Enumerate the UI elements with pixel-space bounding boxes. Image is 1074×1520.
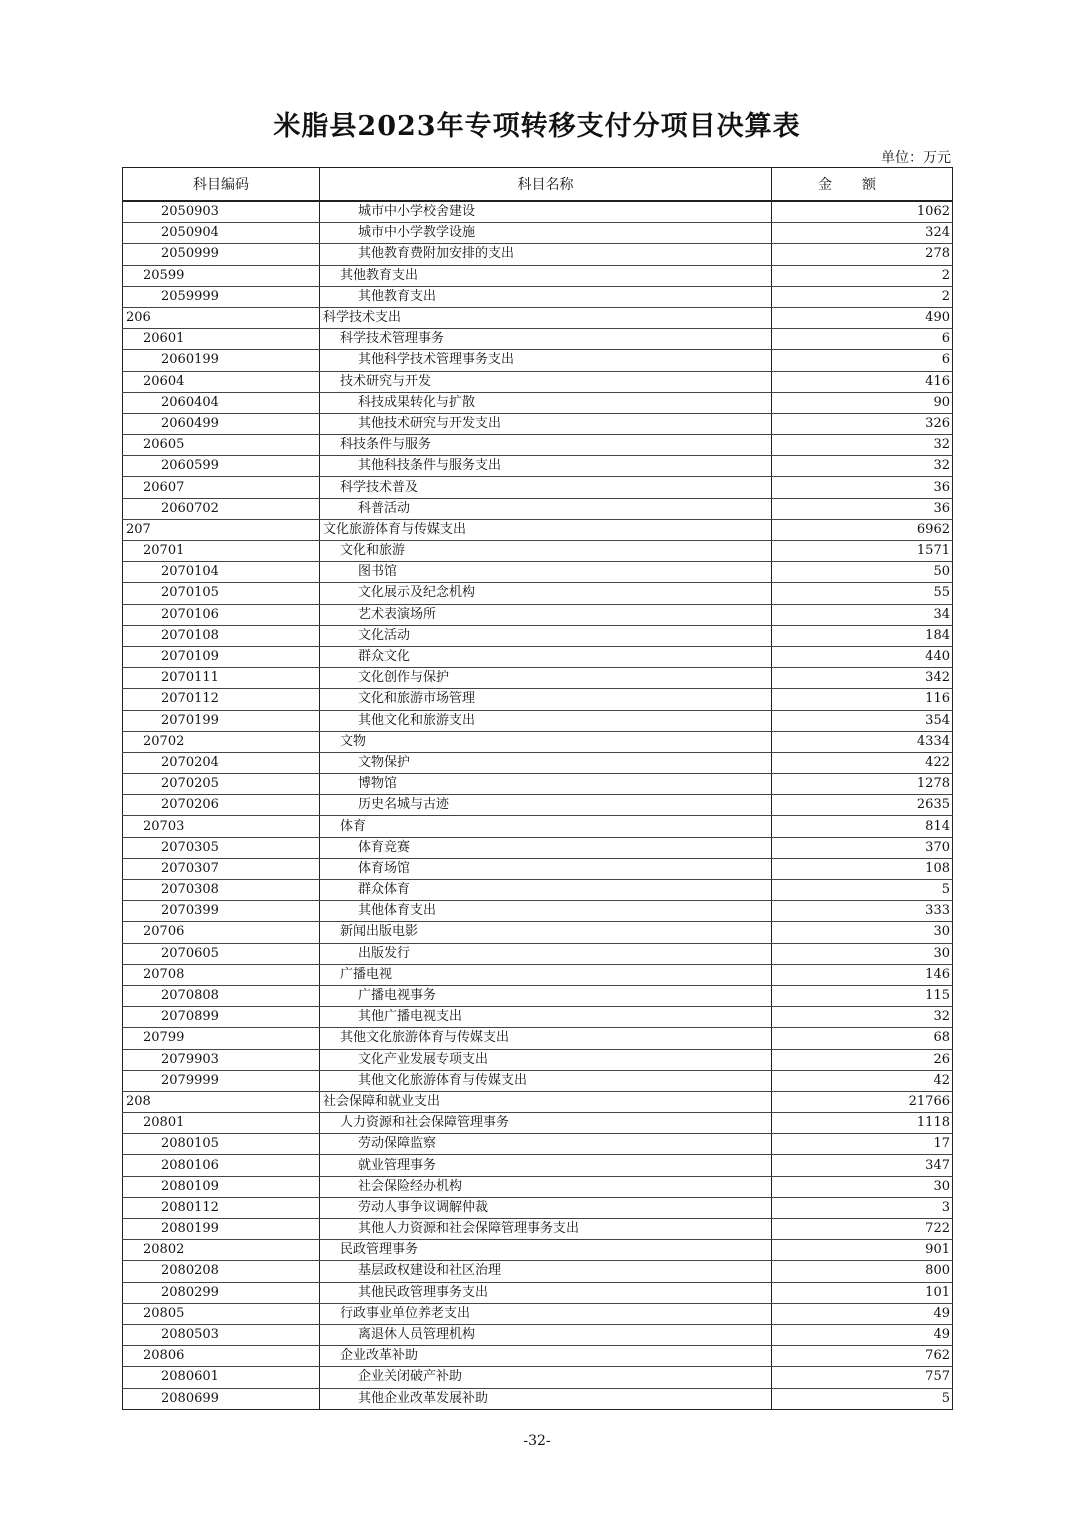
code-cell: 20802 [123, 1240, 320, 1261]
name-cell: 企业改革补助 [320, 1346, 772, 1367]
name-cell: 其他教育费附加安排的支出 [320, 244, 772, 265]
code-cell: 2070105 [123, 583, 320, 604]
table-row [123, 816, 953, 837]
table-row [123, 731, 953, 752]
name-cell: 劳动人事争议调解仲裁 [320, 1197, 772, 1218]
amount-cell: 5 [772, 880, 953, 901]
header-amount [772, 168, 953, 202]
code-cell: 20801 [123, 1113, 320, 1134]
name-cell: 文化和旅游 [320, 541, 772, 562]
name-cell: 博物馆 [320, 774, 772, 795]
amount-cell: 32 [772, 456, 953, 477]
table-row [123, 922, 953, 943]
code-cell: 2070307 [123, 858, 320, 879]
amount-cell: 901 [772, 1240, 953, 1261]
name-cell: 科技条件与服务 [320, 435, 772, 456]
amount-cell: 490 [772, 307, 953, 328]
header-amount-label: 金额 [818, 177, 906, 193]
name-cell: 科技成果转化与扩散 [320, 392, 772, 413]
code-cell: 2080299 [123, 1282, 320, 1303]
amount-cell: 30 [772, 922, 953, 943]
code-cell: 20599 [123, 265, 320, 286]
code-cell: 2080199 [123, 1219, 320, 1240]
page-number: -32- [523, 1433, 551, 1449]
code-cell: 2080109 [123, 1176, 320, 1197]
name-cell: 社会保障和就业支出 [320, 1091, 772, 1112]
code-cell: 20799 [123, 1028, 320, 1049]
amount-cell: 49 [772, 1324, 953, 1345]
name-cell: 广播电视事务 [320, 985, 772, 1006]
table-row [123, 837, 953, 858]
name-cell: 科普活动 [320, 498, 772, 519]
amount-cell: 108 [772, 858, 953, 879]
code-cell: 2059999 [123, 286, 320, 307]
table-row [123, 1367, 953, 1388]
table-row [123, 1197, 953, 1218]
name-cell: 出版发行 [320, 943, 772, 964]
name-cell: 基层政权建设和社区治理 [320, 1261, 772, 1282]
amount-cell: 4334 [772, 731, 953, 752]
table-row [123, 456, 953, 477]
name-cell: 民政管理事务 [320, 1240, 772, 1261]
code-cell: 2070111 [123, 668, 320, 689]
amount-cell: 32 [772, 1007, 953, 1028]
name-cell: 文化旅游体育与传媒支出 [320, 519, 772, 540]
code-cell: 2080503 [123, 1324, 320, 1345]
name-cell: 文化产业发展专项支出 [320, 1049, 772, 1070]
amount-cell: 21766 [772, 1091, 953, 1112]
table-row [123, 1282, 953, 1303]
table-row [123, 371, 953, 392]
table-row [123, 964, 953, 985]
amount-cell: 30 [772, 1176, 953, 1197]
code-cell: 2080208 [123, 1261, 320, 1282]
amount-cell: 440 [772, 646, 953, 667]
table-row [123, 265, 953, 286]
name-cell: 广播电视 [320, 964, 772, 985]
code-cell: 2080106 [123, 1155, 320, 1176]
name-cell: 体育 [320, 816, 772, 837]
amount-cell: 2 [772, 265, 953, 286]
table-row [123, 307, 953, 328]
code-cell: 20701 [123, 541, 320, 562]
code-cell: 2060702 [123, 498, 320, 519]
table-row [123, 1028, 953, 1049]
name-cell: 离退休人员管理机构 [320, 1324, 772, 1345]
table-row [123, 1176, 953, 1197]
table-row [123, 752, 953, 773]
name-cell: 其他人力资源和社会保障管理事务支出 [320, 1219, 772, 1240]
header-name: 科目名称 [320, 168, 772, 202]
amount-cell: 333 [772, 901, 953, 922]
code-cell: 2070305 [123, 837, 320, 858]
amount-cell: 354 [772, 710, 953, 731]
name-cell: 历史名城与古迹 [320, 795, 772, 816]
code-cell: 2070112 [123, 689, 320, 710]
amount-cell: 324 [772, 223, 953, 244]
name-cell: 其他技术研究与开发支出 [320, 413, 772, 434]
amount-cell: 30 [772, 943, 953, 964]
amount-cell: 42 [772, 1070, 953, 1091]
table-row [123, 541, 953, 562]
amount-cell: 36 [772, 477, 953, 498]
table-row [123, 1388, 953, 1409]
amount-cell: 800 [772, 1261, 953, 1282]
amount-cell: 326 [772, 413, 953, 434]
table-row [123, 1261, 953, 1282]
name-cell: 其他广播电视支出 [320, 1007, 772, 1028]
name-cell: 新闻出版电影 [320, 922, 772, 943]
table-row [123, 1049, 953, 1070]
code-cell: 2080105 [123, 1134, 320, 1155]
name-cell: 文物保护 [320, 752, 772, 773]
table-row [123, 985, 953, 1006]
name-cell: 城市中小学校舍建设 [320, 201, 772, 223]
table-row [123, 880, 953, 901]
table-row [123, 1240, 953, 1261]
table-row [123, 201, 953, 223]
name-cell: 群众体育 [320, 880, 772, 901]
name-cell: 劳动保障监察 [320, 1134, 772, 1155]
amount-cell: 34 [772, 604, 953, 625]
name-cell: 城市中小学教学设施 [320, 223, 772, 244]
table-row [123, 1007, 953, 1028]
name-cell: 人力资源和社会保障管理事务 [320, 1113, 772, 1134]
code-cell: 2060499 [123, 413, 320, 434]
table-row [123, 329, 953, 350]
name-cell: 其他文化和旅游支出 [320, 710, 772, 731]
code-cell: 2060599 [123, 456, 320, 477]
name-cell: 群众文化 [320, 646, 772, 667]
amount-cell: 342 [772, 668, 953, 689]
name-cell: 图书馆 [320, 562, 772, 583]
name-cell: 科学技术普及 [320, 477, 772, 498]
amount-cell: 5 [772, 1388, 953, 1409]
table-row [123, 943, 953, 964]
table-row [123, 498, 953, 519]
name-cell: 其他科学技术管理事务支出 [320, 350, 772, 371]
table-row [123, 477, 953, 498]
code-cell: 20702 [123, 731, 320, 752]
table-row [123, 1155, 953, 1176]
table-row [123, 1219, 953, 1240]
amount-cell: 6 [772, 350, 953, 371]
code-cell: 20805 [123, 1303, 320, 1324]
amount-cell: 6 [772, 329, 953, 350]
code-cell: 2050903 [123, 201, 320, 223]
code-cell: 2060199 [123, 350, 320, 371]
name-cell: 其他教育支出 [320, 265, 772, 286]
table-row [123, 604, 953, 625]
table-row [123, 350, 953, 371]
table-row [123, 668, 953, 689]
name-cell: 其他民政管理事务支出 [320, 1282, 772, 1303]
amount-cell: 1278 [772, 774, 953, 795]
amount-cell: 347 [772, 1155, 953, 1176]
code-cell: 2080601 [123, 1367, 320, 1388]
table-row [123, 435, 953, 456]
code-cell: 20703 [123, 816, 320, 837]
code-cell: 2070808 [123, 985, 320, 1006]
amount-cell: 370 [772, 837, 953, 858]
name-cell: 就业管理事务 [320, 1155, 772, 1176]
code-cell: 20601 [123, 329, 320, 350]
table-body [123, 201, 953, 1409]
amount-cell: 422 [772, 752, 953, 773]
table-row [123, 1091, 953, 1112]
name-cell: 技术研究与开发 [320, 371, 772, 392]
code-cell: 207 [123, 519, 320, 540]
name-cell: 体育场馆 [320, 858, 772, 879]
table-row [123, 1346, 953, 1367]
table-row [123, 519, 953, 540]
budget-table [122, 167, 953, 1410]
page-title: 米脂县2023年专项转移支付分项目决算表 [273, 111, 801, 142]
code-cell: 2080112 [123, 1197, 320, 1218]
amount-cell: 55 [772, 583, 953, 604]
amount-cell: 1118 [772, 1113, 953, 1134]
name-cell: 文化创作与保护 [320, 668, 772, 689]
header-code: 科目编码 [123, 168, 320, 202]
name-cell: 其他文化旅游体育与传媒支出 [320, 1070, 772, 1091]
table-row [123, 286, 953, 307]
name-cell: 社会保险经办机构 [320, 1176, 772, 1197]
table-row [123, 244, 953, 265]
amount-cell: 1062 [772, 201, 953, 223]
name-cell: 科学技术管理事务 [320, 329, 772, 350]
name-cell: 艺术表演场所 [320, 604, 772, 625]
amount-cell: 814 [772, 816, 953, 837]
table-row [123, 583, 953, 604]
name-cell: 文化和旅游市场管理 [320, 689, 772, 710]
table-row [123, 858, 953, 879]
name-cell: 文物 [320, 731, 772, 752]
code-cell: 2070106 [123, 604, 320, 625]
table-row [123, 795, 953, 816]
amount-cell: 32 [772, 435, 953, 456]
table-row [123, 223, 953, 244]
code-cell: 2070108 [123, 625, 320, 646]
amount-cell: 115 [772, 985, 953, 1006]
code-cell: 20708 [123, 964, 320, 985]
code-cell: 2070605 [123, 943, 320, 964]
code-cell: 2060404 [123, 392, 320, 413]
code-cell: 2070109 [123, 646, 320, 667]
code-cell: 2070199 [123, 710, 320, 731]
name-cell: 行政事业单位养老支出 [320, 1303, 772, 1324]
code-cell: 2070205 [123, 774, 320, 795]
table-row [123, 392, 953, 413]
table-row [123, 413, 953, 434]
amount-cell: 2635 [772, 795, 953, 816]
amount-cell: 68 [772, 1028, 953, 1049]
name-cell: 其他教育支出 [320, 286, 772, 307]
amount-cell: 6962 [772, 519, 953, 540]
code-cell: 2050904 [123, 223, 320, 244]
code-cell: 2070206 [123, 795, 320, 816]
name-cell: 企业关闭破产补助 [320, 1367, 772, 1388]
table-row [123, 901, 953, 922]
code-cell: 2070204 [123, 752, 320, 773]
name-cell: 文化活动 [320, 625, 772, 646]
amount-cell: 2 [772, 286, 953, 307]
name-cell: 科学技术支出 [320, 307, 772, 328]
code-cell: 2079903 [123, 1049, 320, 1070]
code-cell: 208 [123, 1091, 320, 1112]
table-row [123, 562, 953, 583]
table-row [123, 1134, 953, 1155]
amount-cell: 49 [772, 1303, 953, 1324]
code-cell: 2070308 [123, 880, 320, 901]
table-row [123, 625, 953, 646]
amount-cell: 3 [772, 1197, 953, 1218]
code-cell: 2070899 [123, 1007, 320, 1028]
code-cell: 20604 [123, 371, 320, 392]
code-cell: 2079999 [123, 1070, 320, 1091]
amount-cell: 101 [772, 1282, 953, 1303]
code-cell: 20605 [123, 435, 320, 456]
code-cell: 2080699 [123, 1388, 320, 1409]
amount-cell: 36 [772, 498, 953, 519]
amount-cell: 416 [772, 371, 953, 392]
code-cell: 206 [123, 307, 320, 328]
code-cell: 2070104 [123, 562, 320, 583]
table-row [123, 1303, 953, 1324]
table-row [123, 1324, 953, 1345]
amount-cell: 762 [772, 1346, 953, 1367]
table-header-row [123, 168, 953, 202]
amount-cell: 90 [772, 392, 953, 413]
name-cell: 体育竞赛 [320, 837, 772, 858]
code-cell: 20607 [123, 477, 320, 498]
amount-cell: 278 [772, 244, 953, 265]
table-row [123, 710, 953, 731]
table-row [123, 774, 953, 795]
table-row [123, 1113, 953, 1134]
table-row [123, 1070, 953, 1091]
code-cell: 20806 [123, 1346, 320, 1367]
amount-cell: 26 [772, 1049, 953, 1070]
unit-label: 单位：万元 [881, 150, 951, 166]
code-cell: 2050999 [123, 244, 320, 265]
code-cell: 20706 [123, 922, 320, 943]
amount-cell: 17 [772, 1134, 953, 1155]
amount-cell: 184 [772, 625, 953, 646]
name-cell: 其他体育支出 [320, 901, 772, 922]
amount-cell: 722 [772, 1219, 953, 1240]
amount-cell: 50 [772, 562, 953, 583]
table-row [123, 646, 953, 667]
name-cell: 其他文化旅游体育与传媒支出 [320, 1028, 772, 1049]
code-cell: 2070399 [123, 901, 320, 922]
name-cell: 文化展示及纪念机构 [320, 583, 772, 604]
amount-cell: 116 [772, 689, 953, 710]
amount-cell: 146 [772, 964, 953, 985]
amount-cell: 1571 [772, 541, 953, 562]
table-row [123, 689, 953, 710]
amount-cell: 757 [772, 1367, 953, 1388]
name-cell: 其他科技条件与服务支出 [320, 456, 772, 477]
name-cell: 其他企业改革发展补助 [320, 1388, 772, 1409]
